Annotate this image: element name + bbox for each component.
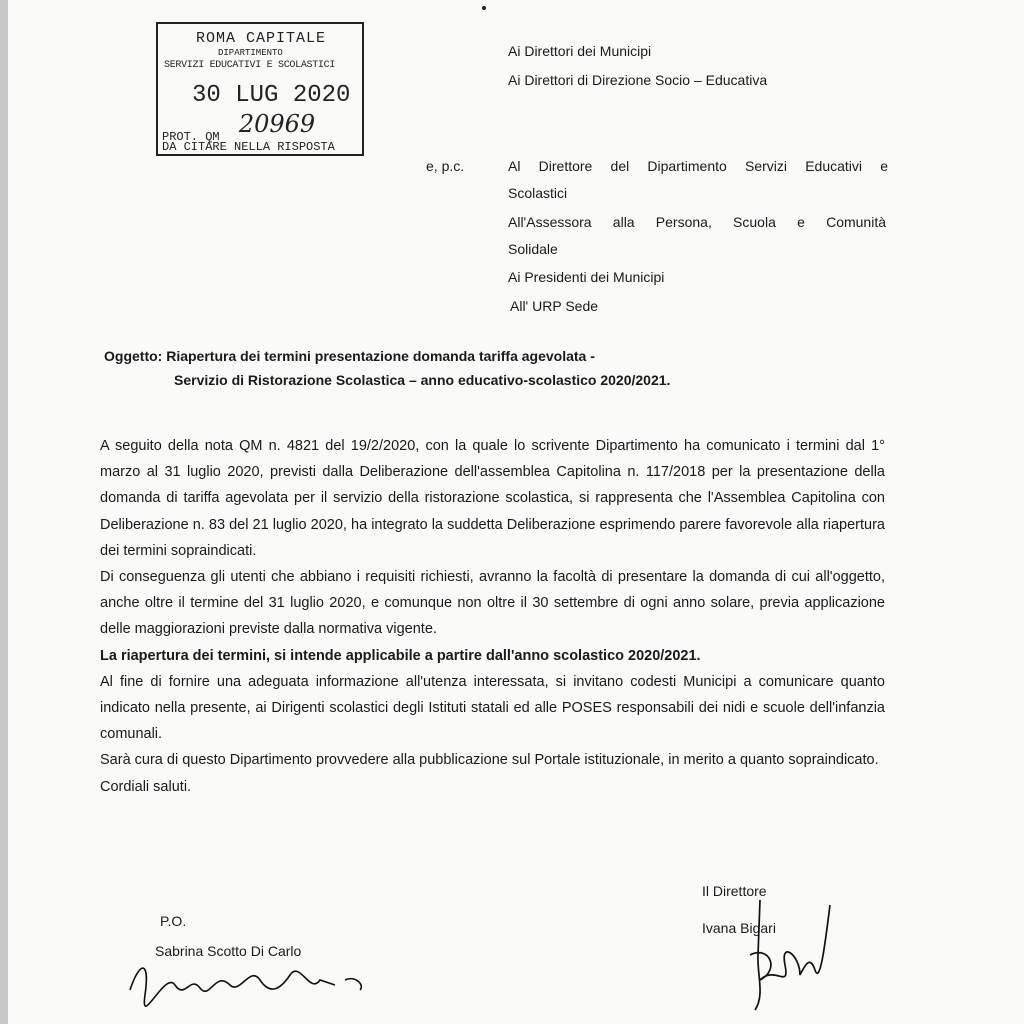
stamp-line-3: SERVIZI EDUCATIVI E SCOLASTICI xyxy=(164,60,336,71)
signer-left-role: P.O. xyxy=(160,913,187,929)
closing-greeting: Cordiali saluti. xyxy=(100,778,192,795)
letter-body xyxy=(100,433,885,800)
cc-recipient-5: Ai Presidenti dei Municipi xyxy=(508,269,665,285)
cc-recipient-3: All'Assessora alla Persona, Scuola e Comunità xyxy=(508,214,886,230)
cc-recipient-4: Solidale xyxy=(508,241,558,257)
signer-right-role: Il Direttore xyxy=(702,883,767,899)
signer-right-name: Ivana Bigari xyxy=(702,920,776,936)
recipient-to-1: Ai Direttori dei Municipi xyxy=(508,43,652,59)
stamp-protocol-number: 20969 xyxy=(238,110,316,138)
body-paragraph-3: La riapertura dei termini, si intende applicabile a partire dall'anno scolastico 2020/2021. xyxy=(100,647,701,664)
body-paragraph-1: A seguito della nota QM n. 4821 del 19/2/2020, con la quale lo scrivente Dipartimento ha comunicato i termini dal 1° marzo al 31 luglio 2020, previsti dalla Deliberazione dell'assemblea Capitolina n. 117/2018 per la presentazione della domanda di tariffa agevolata per il servizio della ristorazione scolastica, si rappresenta che l'Assemblea Capitolina con Deliberazione n. 83 del 21 luglio 2020, ha integrato la suddetta Deliberazione esprimendo parere favorevole alla riapertura dei termini sopraindicati. xyxy=(100,438,885,559)
cc-label: e, p.c. xyxy=(426,158,465,174)
scan-edge-shadow xyxy=(0,0,8,1024)
signer-left-name: Sabrina Scotto Di Carlo xyxy=(155,943,302,959)
body-paragraph-5: Sarà cura di questo Dipartimento provvedere alla pubblicazione sul Portale istituzionale, in merito a quanto sopraindicato. xyxy=(100,752,879,769)
stamp-line-2: DIPARTIMENTO xyxy=(218,48,283,58)
subject-text-2: Servizio di Ristorazione Scolastica – anno educativo-scolastico 2020/2021. xyxy=(174,372,671,388)
subject-block xyxy=(104,344,670,392)
right-handwritten-signature xyxy=(730,895,840,1015)
stamp-line-1: ROMA CAPITALE xyxy=(196,30,327,47)
left-handwritten-signature xyxy=(120,950,380,1010)
protocol-stamp xyxy=(156,22,364,156)
cc-recipient-1: Al Direttore del Dipartimento Servizi Educativi e xyxy=(508,158,888,174)
stamp-line-6: DA CITARE NELLA RISPOSTA xyxy=(162,140,335,154)
stamp-date: 30 LUG 2020 xyxy=(192,82,351,109)
body-paragraph-2: Di conseguenza gli utenti che abbiano i requisiti richiesti, avranno la facoltà di presentare la domanda di cui all'oggetto, anche oltre il termine del 31 luglio 2020, e comunque non oltre il 30 settembre di ogni anno solare, previa applicazione delle maggiorazioni previste dalla normativa vigente. xyxy=(100,569,885,638)
subject-label: Oggetto: xyxy=(104,348,163,364)
scan-speck xyxy=(482,6,486,10)
subject-text-1: Riapertura dei termini presentazione domanda tariffa agevolata - xyxy=(166,348,595,364)
cc-recipient-2: Scolastici xyxy=(508,185,568,201)
recipient-to-2: Ai Direttori di Direzione Socio – Educativa xyxy=(508,72,768,88)
body-paragraph-4: Al fine di fornire una adeguata informazione all'utenza interessata, si invitano codesti Municipi a comunicare quanto indicato nella presente, ai Dirigenti scolastici degli Istituti statali ed alle POSES responsabili dei nidi e scuole dell'infanzia comunali. xyxy=(100,673,885,743)
subject-line-1 xyxy=(104,344,670,368)
cc-recipient-6: All' URP Sede xyxy=(510,298,599,314)
stamp-protocol-label: PROT. QM xyxy=(162,130,220,144)
